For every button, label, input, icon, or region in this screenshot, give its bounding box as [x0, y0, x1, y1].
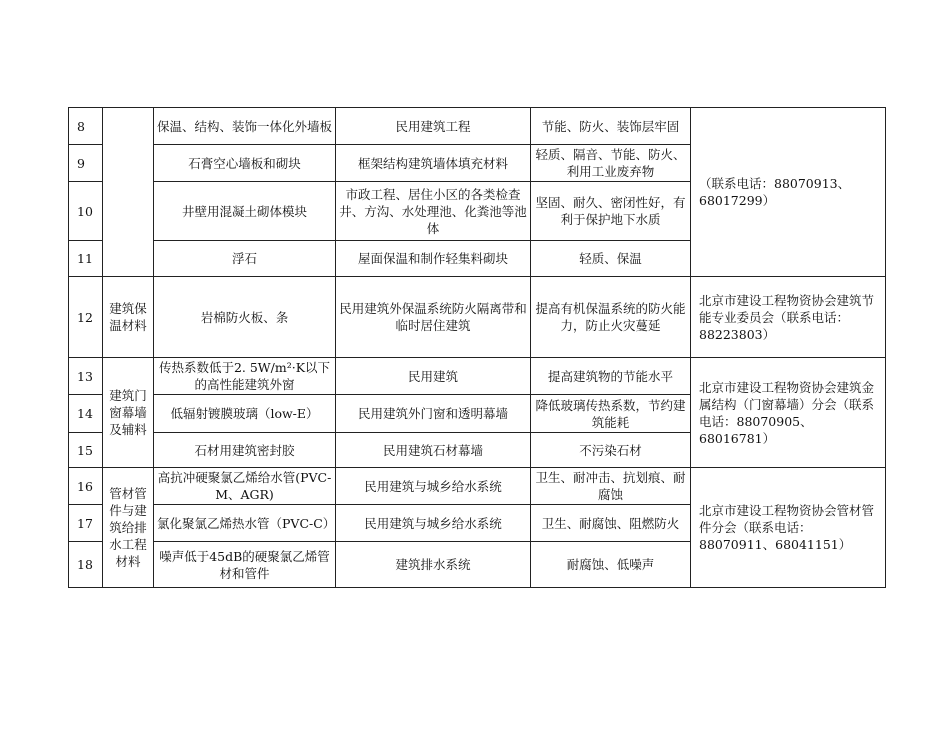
row-number: 11 [69, 241, 103, 277]
feature-cell: 降低玻璃传热系数，节约建筑能耗 [531, 395, 691, 433]
contact-cell: （联系电话：88070913、68017299） [691, 108, 886, 277]
scope-cell: 建筑排水系统 [336, 542, 531, 588]
product-cell: 石材用建筑密封胶 [154, 433, 336, 468]
product-cell: 岩棉防火板、条 [154, 277, 336, 358]
feature-cell: 不污染石材 [531, 433, 691, 468]
product-cell: 保温、结构、装饰一体化外墙板 [154, 108, 336, 145]
row-number: 10 [69, 182, 103, 241]
row-number: 16 [69, 468, 103, 505]
product-cell: 氯化聚氯乙烯热水管（PVC-C） [154, 505, 336, 542]
scope-cell: 民用建筑与城乡给水系统 [336, 505, 531, 542]
product-cell: 噪声低于45dB的硬聚氯乙烯管材和管件 [154, 542, 336, 588]
contact-cell: 北京市建设工程物资协会管材管件分会（联系电话：88070911、68041151） [691, 468, 886, 588]
feature-cell: 提高建筑物的节能水平 [531, 358, 691, 395]
category-cell: 建筑门窗幕墙及辅料 [103, 358, 154, 468]
feature-cell: 轻质、隔音、节能、防火、利用工业废弃物 [531, 145, 691, 182]
table-row [69, 468, 886, 505]
row-number: 13 [69, 358, 103, 395]
product-cell: 石膏空心墙板和砌块 [154, 145, 336, 182]
scope-cell: 民用建筑工程 [336, 108, 531, 145]
product-cell: 低辐射镀膜玻璃（low-E） [154, 395, 336, 433]
feature-cell: 轻质、保温 [531, 241, 691, 277]
scope-cell: 民用建筑 [336, 358, 531, 395]
feature-cell: 坚固、耐久、密闭性好，有利于保护地下水质 [531, 182, 691, 241]
category-cell: 管材管件与建筑给排水工程材料 [103, 468, 154, 588]
feature-cell: 耐腐蚀、低噪声 [531, 542, 691, 588]
scope-cell: 民用建筑石材幕墙 [336, 433, 531, 468]
row-number: 17 [69, 505, 103, 542]
contact-cell: 北京市建设工程物资协会建筑节能专业委员会（联系电话：88223803） [691, 277, 886, 358]
row-number: 9 [69, 145, 103, 182]
row-number: 12 [69, 277, 103, 358]
row-number: 18 [69, 542, 103, 588]
product-cell: 高抗冲硬聚氯乙烯给水管(PVC-M、AGR) [154, 468, 336, 505]
scope-cell: 框架结构建筑墙体填充材料 [336, 145, 531, 182]
feature-cell: 提高有机保温系统的防火能力，防止火灾蔓延 [531, 277, 691, 358]
product-cell: 浮石 [154, 241, 336, 277]
row-number: 8 [69, 108, 103, 145]
scope-cell: 民用建筑与城乡给水系统 [336, 468, 531, 505]
category-cell-empty [103, 108, 154, 277]
scope-cell: 民用建筑外门窗和透明幕墙 [336, 395, 531, 433]
scope-cell: 民用建筑外保温系统防火隔离带和临时居住建筑 [336, 277, 531, 358]
category-cell: 建筑保温材料 [103, 277, 154, 358]
product-cell: 井壁用混凝土砌体模块 [154, 182, 336, 241]
scope-cell: 市政工程、居住小区的各类检查井、方沟、水处理池、化粪池等池体 [336, 182, 531, 241]
product-cell: 传热系数低于2. 5W/m²·K以下的高性能建筑外窗 [154, 358, 336, 395]
table-row [69, 358, 886, 395]
feature-cell: 卫生、耐腐蚀、阻燃防火 [531, 505, 691, 542]
row-number: 15 [69, 433, 103, 468]
feature-cell: 卫生、耐冲击、抗划痕、耐腐蚀 [531, 468, 691, 505]
table-row [69, 108, 886, 145]
feature-cell: 节能、防火、装饰层牢固 [531, 108, 691, 145]
table-row [69, 277, 886, 358]
row-number: 14 [69, 395, 103, 433]
scope-cell: 屋面保温和制作轻集料砌块 [336, 241, 531, 277]
contact-cell: 北京市建设工程物资协会建筑金属结构（门窗幕墙）分会（联系电话：88070905、68016781） [691, 358, 886, 468]
product-catalog-table [68, 107, 886, 588]
